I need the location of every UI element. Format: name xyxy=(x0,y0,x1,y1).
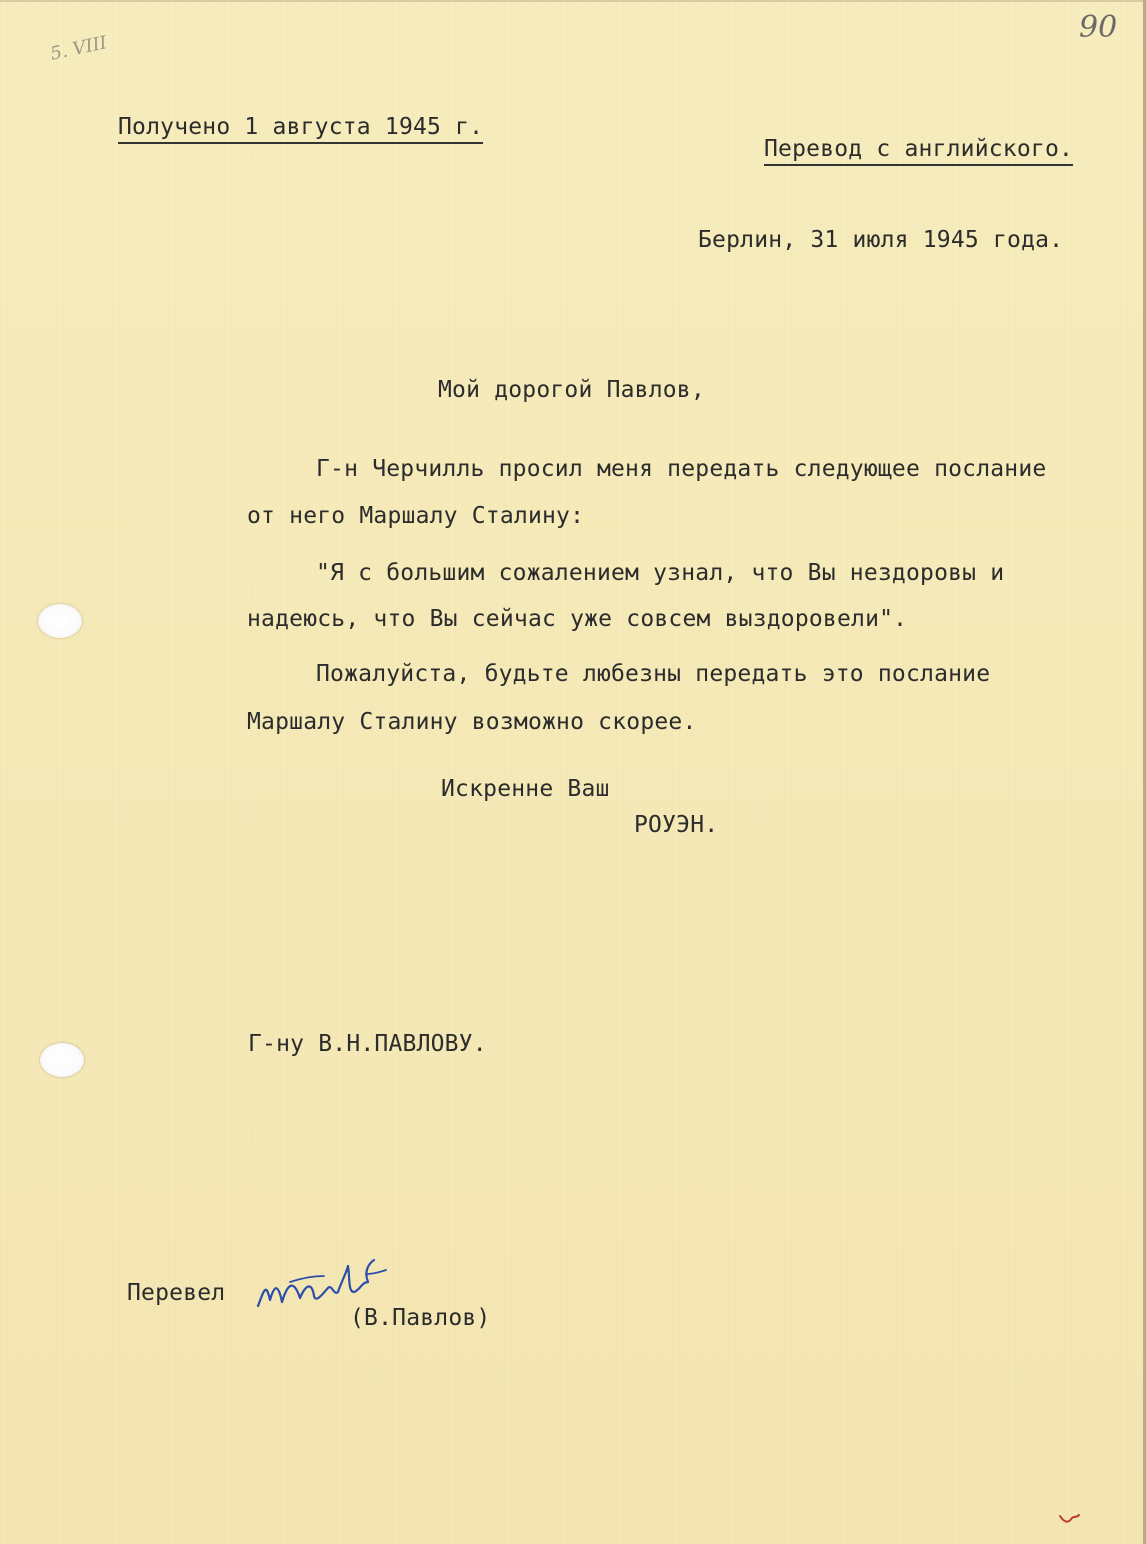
translated-by-label: Перевел xyxy=(127,1280,226,1306)
date-line: Берлин, 31 июля 1945 года. xyxy=(698,227,1064,253)
body-line-1: Г-н Черчилль просил меня передать следующее послание xyxy=(316,456,1047,482)
corner-note: 5. VIII xyxy=(48,32,109,65)
page-top-edge xyxy=(0,0,1146,2)
body-line-3: "Я с большим сожалением узнал, что Вы нездоровы и xyxy=(316,560,1005,586)
body-line-5: Пожалуйста, будьте любезны передать это послание xyxy=(316,661,991,687)
punch-hole-upper xyxy=(38,604,82,638)
page-number: 90 xyxy=(1079,10,1118,45)
salutation: Мой дорогой Павлов, xyxy=(438,377,705,403)
body-line-6: Маршалу Сталину возможно скорее. xyxy=(247,709,697,735)
closing: Искренне Ваш xyxy=(441,776,610,802)
translator-name: (В.Павлов) xyxy=(350,1305,491,1331)
received-date: Получено 1 августа 1945 г. xyxy=(118,114,483,144)
punch-hole-lower xyxy=(40,1043,84,1077)
sender: РОУЭН. xyxy=(634,812,719,838)
addressee: Г-ну В.Н.ПАВЛОВУ. xyxy=(248,1031,487,1057)
body-line-4: надеюсь, что Вы сейчас уже совсем выздоровели". xyxy=(247,606,908,632)
translation-note: Перевод с английского. xyxy=(764,136,1073,166)
red-check-mark xyxy=(1058,1512,1082,1526)
body-line-2: от него Маршалу Сталину: xyxy=(247,503,585,529)
